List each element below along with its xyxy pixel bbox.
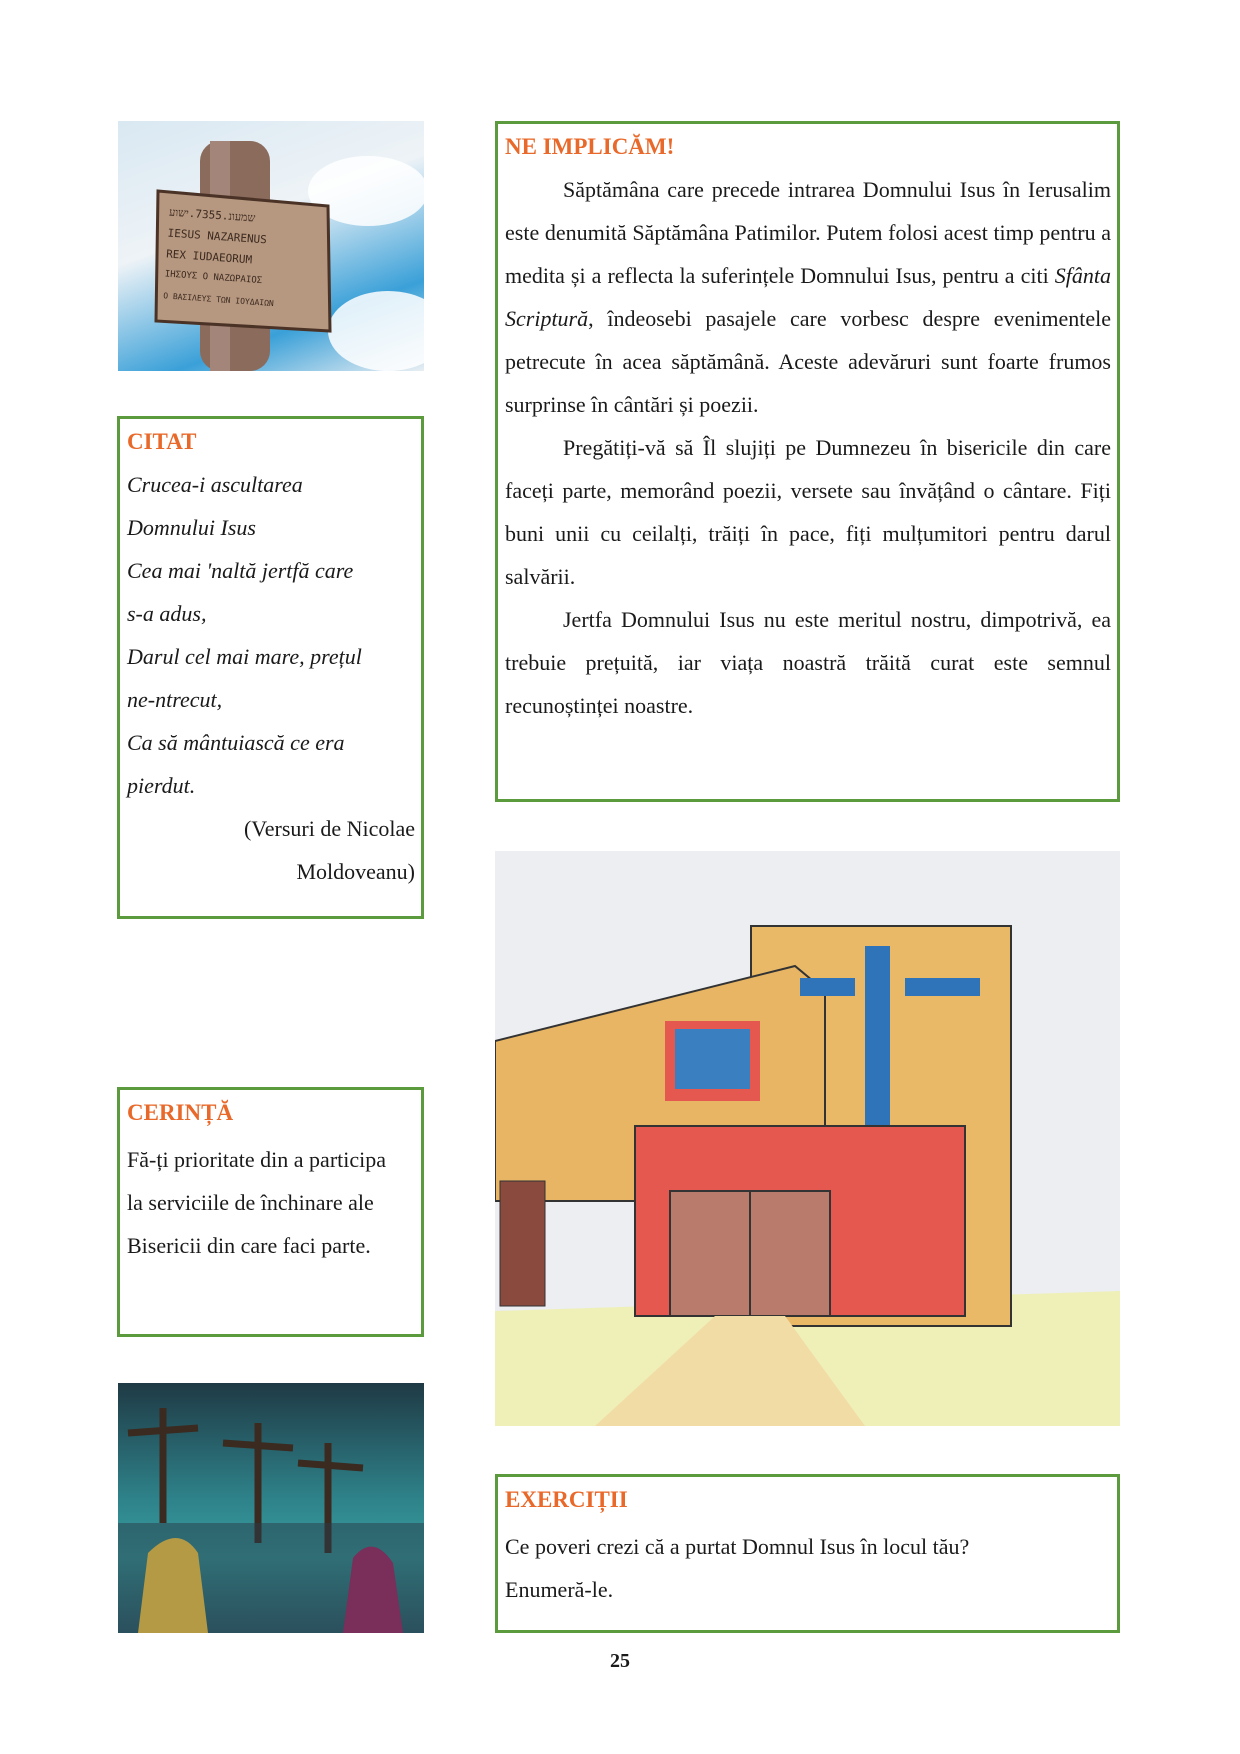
paragraph: Pregătiți-vă să Îl slujiți pe Dumnezeu în bisericile din care faceți parte, memorând poezii, versete sau învățând o cântare. Fiți buni unii cu ceilalți, trăiți în pace, fiți mulțumitori pentru darul salvării. — [505, 435, 1111, 589]
church-illustration — [495, 851, 1120, 1426]
church-drawing-image — [495, 851, 1120, 1426]
citat-line: pierdut. — [127, 773, 196, 798]
citat-attribution: (Versuri de Nicolae Moldoveanu) — [243, 816, 415, 884]
ne-implicam-box — [495, 121, 1120, 802]
ne-implicam-title: NE IMPLICĂM! — [505, 134, 675, 159]
sign-line: IESUS NAZARENUS — [167, 226, 268, 247]
citat-line: Cea mai 'naltă jertfă care — [127, 558, 354, 583]
cerinta-text: Fă-ți prioritate din a participa la serviciile de închinare ale Bisericii din care faci parte. — [127, 1147, 387, 1258]
crucifixion-image — [118, 1383, 424, 1633]
citat-box — [117, 416, 424, 919]
crucifixion-illustration — [118, 1383, 424, 1633]
sign-line: REX IUDAEORUM — [165, 247, 253, 267]
citat-line: Crucea-i ascultarea — [127, 472, 303, 497]
citat-line: Darul cel mai mare, prețul — [127, 644, 362, 669]
citat-line: Domnului Isus — [127, 515, 256, 540]
citat-line: ne-ntrecut, — [127, 687, 223, 712]
exercitii-title: EXERCIȚII — [505, 1487, 628, 1512]
citat-line: Ca să mântuiască ce era — [127, 730, 345, 755]
exercitii-box — [495, 1474, 1120, 1633]
exercitii-text: Ce poveri crezi că a purtat Domnul Isus în locul tău? Enumeră-le. — [505, 1534, 970, 1602]
citat-line: s-a adus, — [127, 601, 207, 626]
sign-line: Ο ΒΑΣΙΛΕΥΣ ΤΩΝ ΙΟΥΔΑΙΩΝ — [162, 291, 275, 309]
cerinta-title: CERINȚĂ — [127, 1100, 234, 1125]
paragraph-text: , îndeosebi pasajele care vorbesc despre evenimentele petrecute în acea săptămână. Aceste adevăruri sunt foarte frumos surprinse în cântări și poezii. — [505, 306, 1111, 417]
page-number: 25 — [610, 1650, 630, 1672]
sign-line: ΙΗΣΟΥΣ Ο ΝΑΖΩΡΑΙΟΣ — [164, 269, 263, 287]
paragraph: Jertfa Domnului Isus nu este meritul nostru, dimpotrivă, ea trebuie prețuită, iar viața noastră trăită curat este semnul recunoștinței noastre. — [505, 607, 1111, 718]
cerinta-box — [117, 1087, 424, 1337]
sign-line: שמעונ.7355.ישוע — [168, 205, 256, 225]
paragraph-text: Săptămâna care precede intrarea Domnului Isus în Ierusalim este denumită Săptămâna Patimilor. Putem folosi acest timp pentru a medita și a reflecta la suferințele Domnului Isus, pentru a citi — [505, 177, 1111, 288]
cross-sign-image — [118, 121, 424, 371]
citat-title: CITAT — [127, 429, 197, 454]
paragraph — [505, 168, 1111, 426]
scripture-reference: Sfânta Scriptură — [505, 263, 1111, 331]
